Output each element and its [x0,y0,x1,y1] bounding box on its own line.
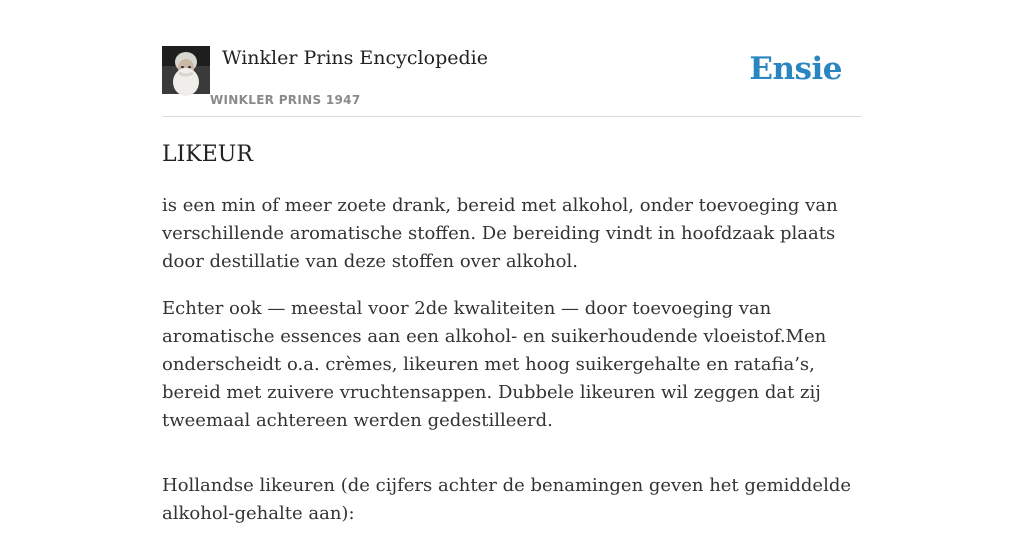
portrait-icon [162,46,210,94]
article-paragraph: Hollandse likeuren (de cijfers achter de benamingen geven het gemiddelde alkohol-gehalte aan): [162,475,852,524]
source-subtitle: WINKLER PRINS 1947 [210,93,361,107]
article-paragraph: is een min of meer zoete drank, bereid met alkohol, onder toevoeging van verschillende aromatische stoffen. De bereiding vindt in hoofdzaak plaats door destillatie van deze stoffen over alkohol. [162,195,838,272]
header [162,46,862,117]
source-name[interactable]: Winkler Prins Encyclopedie [222,47,488,69]
article-body [162,192,862,547]
source-avatar[interactable] [162,46,210,94]
brand-logo[interactable]: Ensie [749,51,842,87]
article-title: LIKEUR [162,142,253,167]
article-paragraph: Echter ook — meestal voor 2de kwaliteiten — door toevoeging van aromatische essences aan een alkohol- en suikerhoudende vloeistof.Men onderscheidt o.a. crèmes, likeuren met hoog suikergehalte en ratafia’s, bereid met zuivere vruchtensappen. Dubbele likeuren wil zeggen dat zij tweemaal achtereen werden gedestilleerd. [162,298,827,431]
